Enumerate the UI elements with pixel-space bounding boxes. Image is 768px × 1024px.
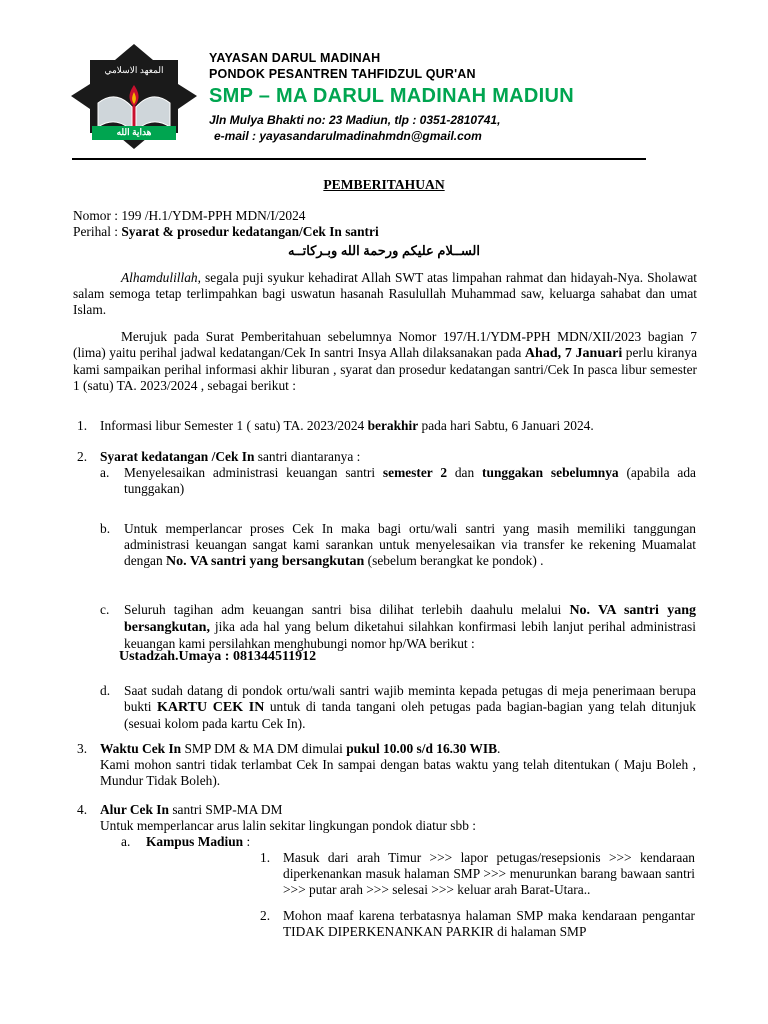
item-1-number: 1. <box>77 418 88 433</box>
item-3-mid: SMP DM & MA DM dimulai <box>181 741 347 756</box>
item-2-bold: Syarat kedatangan /Cek In <box>100 449 255 464</box>
item-2a-3: dan <box>447 465 483 480</box>
item-3-heading <box>100 741 700 757</box>
item-2c-3: jika ada hal yang belum diketahui silahkan konfirmasi lebih lanjut perihal administrasi keuangan kami persilahkan menghubungi nomor hp/WA berikut : <box>124 619 696 651</box>
letter-subject <box>73 224 379 240</box>
opening-paragraph <box>73 270 697 318</box>
school-email: e-mail : yayasandarulmadinahmdn@gmail.com <box>214 129 482 143</box>
item-2d-3: untuk di tanda tangani oleh petugas pada bagian-bagian yang telah ditunjuk (sesuai kolom pada kartu Cek In). <box>124 699 696 731</box>
item-3-note: Kami mohon santri tidak terlambat Cek In sampai dengan batas waktu yang telah ditentukan ( Maju Boleh , Mundur Tidak Boleh). <box>100 757 696 788</box>
subject-label: Perihal : <box>73 224 118 239</box>
letter-number: Nomor : 199 /H.1/YDM-PPH MDN/I/2024 <box>73 208 306 223</box>
item-3-dot: . <box>497 741 501 756</box>
item-2a-5: (apabila ada tunggakan) <box>124 465 696 496</box>
item-1-a: Informasi libur Semester 1 ( satu) TA. 2023/2024 <box>100 418 368 433</box>
header-divider <box>72 158 646 160</box>
step-1-text: Masuk dari arah Timur >>> lapor petugas/resepsionis >>> kendaraan diperkenankan masuk halaman SMP >>> menurunkan barang bawaan santri >>> putar arah >>> selesai >>> keluar arah Barat-Utara.. <box>283 850 695 897</box>
item-2-rest: santri diantaranya : <box>254 449 361 464</box>
campus-letter: a. <box>121 834 131 849</box>
item-2a-letter: a. <box>100 465 110 480</box>
item-4-rest: santri SMP-MA DM <box>168 802 283 817</box>
item-2b-1: Untuk memperlancar proses Cek In maka bagi ortu/wali santri yang masih memiliki tanggungan administrasi keuangan sangat kami sarankan untuk menyelesaikan via transfer ke rekening Muamalat dengan <box>124 521 696 568</box>
item-2a-1: Menyelesaikan administrasi keuangan santri <box>124 465 383 480</box>
item-1-bold: berakhir <box>367 418 419 433</box>
reference-paragraph <box>73 329 697 394</box>
subject-text: Syarat & prosedur kedatangan/Cek In santri <box>121 224 379 239</box>
step-1-number: 1. <box>260 850 271 865</box>
item-2d-2: KARTU CEK IN <box>157 700 265 715</box>
item-3-number: 3. <box>77 741 88 756</box>
item-3-time: pukul 10.00 s/d 16.30 WIB <box>346 741 498 756</box>
item-2b-letter: b. <box>100 521 111 536</box>
item-4-heading <box>100 802 700 818</box>
item-2c-letter: c. <box>100 602 110 617</box>
school-address: Jln Mulya Bhakti no: 23 Madiun, tlp : 0351-2810741, <box>209 113 501 127</box>
item-2a-2: semester 2 <box>382 465 448 480</box>
opening-rest: , segala puji syukur kehadirat Allah SWT atas limpahan rahmat dan hidayah-Nya. Sholawat salam semoga tetap terlimpahkan bagi uswatun hasanah Rasulullah Muhammad saw, keluarga sahabat dan umat Islam. <box>73 270 697 317</box>
item-2-number: 2. <box>77 449 88 464</box>
item-1-c: pada hari Sabtu, 6 Januari 2024. <box>418 418 594 433</box>
logo-bottom-arabic: هداية الله <box>116 127 152 137</box>
item-2b-3: (sebelum berangkat ke pondok) . <box>364 553 544 568</box>
pesantren-name: PONDOK PESANTREN TAHFIDZUL QUR'AN <box>209 67 476 81</box>
letter-title: PEMBERITAHUAN <box>323 177 445 192</box>
item-4-number: 4. <box>77 802 88 817</box>
item-2b-2: No. VA santri yang bersangkutan <box>166 554 365 569</box>
item-2c-text <box>124 602 696 652</box>
item-2d-letter: d. <box>100 683 111 698</box>
contact-line: Ustadzah.Umaya : 081344511912 <box>119 649 317 664</box>
reference-date: Ahad, 7 Januari <box>524 346 623 361</box>
item-2a-text <box>124 465 696 497</box>
item-4-intro: Untuk memperlancar arus lalin sekitar lingkungan pondok diatur sbb : <box>100 818 476 833</box>
logo-top-arabic: المعهد الاسلامي <box>104 65 164 75</box>
step-2-number: 2. <box>260 908 271 923</box>
item-2-heading <box>100 449 700 465</box>
school-name: SMP – MA DARUL MADINAH MADIUN <box>209 85 574 107</box>
step-2-text: Mohon maaf karena terbatasnya halaman SMP maka kendaraan pengantar TIDAK DIPERKENANKAN PARKIR di halaman SMP <box>283 908 695 939</box>
item-1-text <box>100 418 700 434</box>
item-4-bold: Alur Cek In <box>100 802 169 817</box>
item-2b-text <box>124 521 696 570</box>
item-2c-2: No. VA santri yang bersangkutan, <box>124 603 696 635</box>
foundation-name: YAYASAN DARUL MADINAH <box>209 51 381 65</box>
item-3-bold: Waktu Cek In <box>100 741 182 756</box>
campus-colon: : <box>243 834 251 849</box>
reference-c: perlu kiranya kami sampaikan perihal informasi akhir liburan , syarat dan prosedur kedatangan santri/Cek In pasca libur semester 1 (satu) TA. 2023/2024 , sebagai berikut : <box>73 345 698 393</box>
opening-italic: Alhamdulillah <box>121 270 198 285</box>
campus-name: Kampus Madiun <box>146 834 244 849</box>
school-logo <box>70 43 198 150</box>
item-2d-1: Saat sudah datang di pondok ortu/wali santri wajib meminta kepada petugas di meja penerimaan berupa bukti <box>124 683 696 714</box>
reference-a: Merujuk pada Surat Pemberitahuan sebelumnya Nomor 197/H.1/YDM-PPH MDN/XII/2023 bagian 7 (lima) yaitu perihal jadwal kedatangan/Cek In santri Insya Allah dilaksanakan pada <box>73 329 697 360</box>
campus-heading <box>146 834 250 850</box>
item-2c-1: Seluruh tagihan adm keuangan santri bisa dilihat terlebih daahulu melalui <box>124 602 570 617</box>
item-2d-text <box>124 683 696 732</box>
item-2a-4: tunggakan sebelumnya <box>482 465 619 480</box>
arabic-greeting: الســلام عليكم ورحمة الله وبـركاتــه <box>287 243 480 258</box>
